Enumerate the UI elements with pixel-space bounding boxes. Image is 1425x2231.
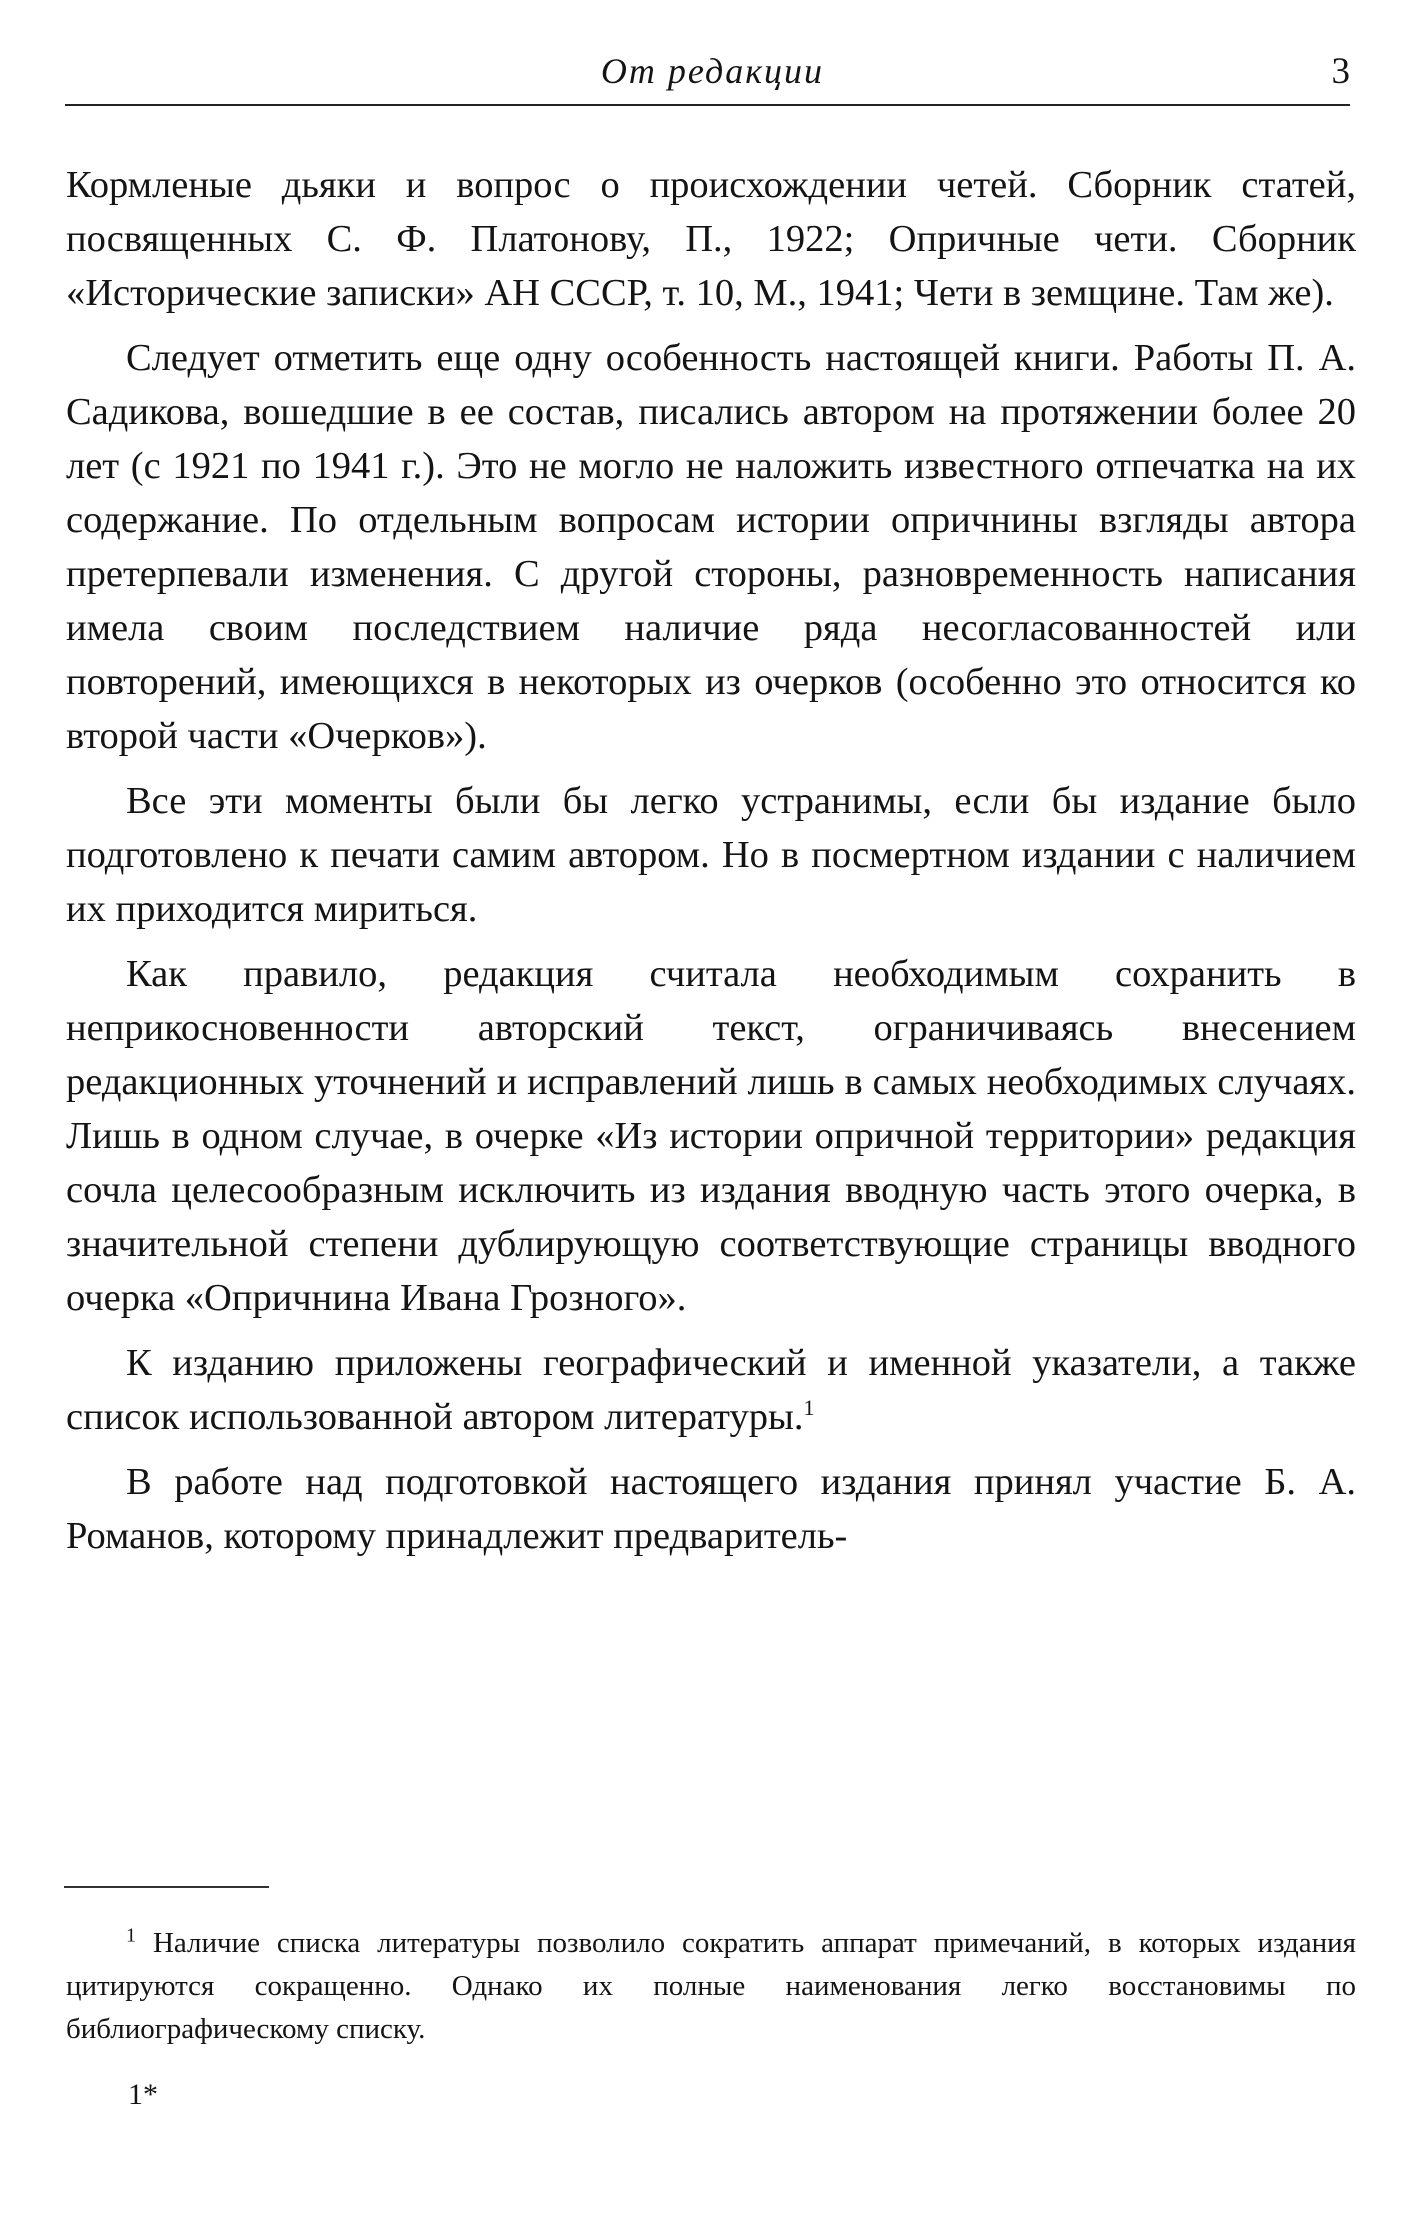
signature-mark: 1*	[128, 2078, 158, 2111]
running-title: От редакции	[600, 51, 825, 91]
footnote-text: Наличие списка литературы позволило сократить аппарат примечаний, в которых издания цитируются сокращенно. Однако их полные наименования легко восстановимы по библиографическому списку.	[66, 1927, 1357, 2045]
footnote-reference[interactable]: 1	[803, 1395, 815, 1421]
page-number: 3	[1331, 51, 1350, 92]
paragraph	[66, 1336, 1356, 1444]
footnote-paragraph	[66, 1922, 1356, 2051]
body-text	[66, 158, 1356, 1574]
footnote-mark: 1	[126, 1924, 136, 1947]
paragraph-continued: Кормленые дьяки и вопрос о происхождении четей. Сборник статей, посвященных С. Ф. Платонову, П., 1922; Опричные чети. Сборник «Исторические записки» АН СССР, т. 10, М., 1941; Чети в земщине. Там же).	[66, 164, 1356, 314]
paragraph-text: К изданию приложены географический и именной указатели, а также список использованной автором литературы.	[66, 1342, 1356, 1438]
paragraph: Все эти моменты были бы легко устранимы, если бы издание было подготовлено к печати самим автором. Но в посмертном издании с наличием их приходится мириться.	[66, 780, 1356, 930]
paragraph: Следует отметить еще одну особенность настоящей книги. Работы П. А. Садикова, вошедшие в ее состав, писались автором на протяжении более 20 лет (с 1921 по 1941 г.). Это не могло не наложить известного отпечатка на их содержание. По отдельным вопросам истории опричнины взгляды автора претерпевали изменения. С другой стороны, разновременность написания имела своим последствием наличие ряда несогласованностей или повторений, имеющихся в некоторых из очерков (особенно это относится ко второй части «Очерков»).	[66, 337, 1356, 757]
paragraph: В работе над подготовкой настоящего издания принял участие Б. А. Романов, которому принадлежит предваритель-	[66, 1461, 1356, 1557]
header-rule	[65, 104, 1350, 106]
footnote	[66, 1922, 1356, 2051]
footnote-rule	[64, 1886, 269, 1888]
running-head	[65, 50, 1360, 100]
paragraph: Как правило, редакция считала необходимым сохранить в неприкосновенности авторский текст, ограничиваясь внесением редакционных уточнений и исправлений лишь в самых необходимых случаях. Лишь в одном случае, в очерке «Из истории опричной территории» редакция сочла целесообразным исключить из издания вводную часть этого очерка, в значительной степени дублирующую соответствующие страницы вводного очерка «Опричнина Ивана Грозного».	[66, 953, 1356, 1319]
